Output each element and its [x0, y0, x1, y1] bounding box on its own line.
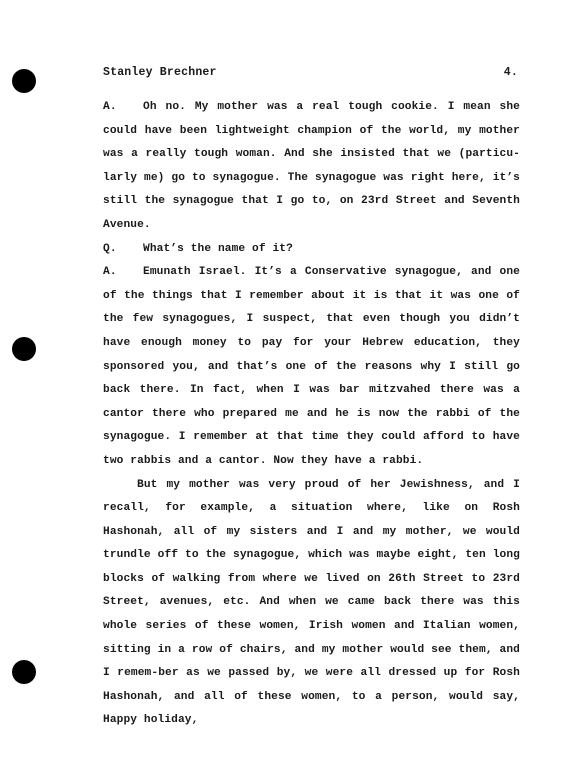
binder-hole-middle — [12, 337, 36, 361]
binder-hole-bottom — [12, 660, 36, 684]
transcript-paragraph — [103, 474, 520, 734]
paragraph-text: Emunath Israel. It’s a Conservative synagogue, and one of the things that I remember about it is that it was one of the few synagogues, I suspect, that even though you didn’t have enough money to pay for your Hebrew education, they sponsored you, and that’s one of the reasons why I still go back there. In fact, when I was bar mitzvahed there was a cantor there who prepared me and he is now the rabbi of the synagogue. I remember at that time they could afford to have two rabbis and a cantor. Now they have a rabbi. — [103, 266, 520, 467]
transcript-body — [103, 96, 520, 733]
page-number: 4. — [503, 66, 518, 79]
speaker-label: A. — [103, 266, 117, 279]
speaker-label: A. — [103, 101, 117, 113]
paragraph-text: Oh no. My mother was a real tough cookie. I mean she could have been lightweight champion of the world, my mother was a really tough woman. And she insisted that we (particu-larly me) go to synagogue. The synagogue was right here, it’s still the synagogue that I go to, on 23rd Street and Seventh Avenue. — [103, 101, 520, 231]
binder-hole-top — [12, 69, 36, 93]
paragraph-text: What’s the name of it? — [143, 242, 293, 255]
speaker-label: Q. — [103, 242, 117, 255]
paragraph-text: But my mother was very proud of her Jewishness, and I recall, for example, a situation where, like on Rosh Hashonah, all of my sisters and I and my mother, we would trundle off to the synagogue, which was maybe eight, ten long blocks of walking from where we lived on 26th Street to 23rd Street, avenues, etc. And when we came back there was this whole series of these women, Irish women and Italian women, sitting in a row of chairs, and my mother would see them, and I remem-ber as we passed by, we were all dressed up for Rosh Hashonah, and all of these women, to a person, would say, Happy holiday, — [103, 478, 520, 727]
interviewee-name: Stanley Brechner — [103, 66, 217, 79]
transcript-paragraph — [103, 96, 520, 238]
transcript-paragraph — [103, 261, 520, 473]
transcript-paragraph — [103, 238, 520, 262]
